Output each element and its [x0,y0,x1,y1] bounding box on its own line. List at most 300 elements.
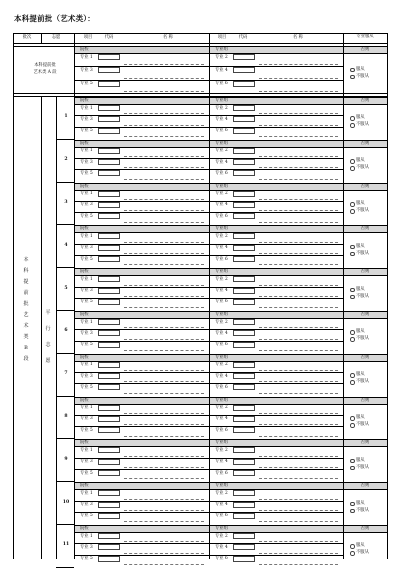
volunteer-2-name-right-2[interactable] [259,167,338,168]
volunteer-4-major-left-3: 专业 5 [80,256,93,262]
volunteer-11-major-left-1: 专业 1 [80,533,93,539]
volunteer-10-code-left-1[interactable] [98,490,120,496]
volunteer-8-radio-no[interactable] [350,423,355,428]
volunteer-7-name-left-1[interactable] [124,370,204,371]
batch-divider [41,96,42,559]
volunteer-10-obey-yes: 服从 [356,500,365,506]
volunteer-9-name-right-3[interactable] [259,478,338,479]
volunteer-6-name-left-3[interactable] [124,350,204,351]
table-right-border [387,33,388,559]
volunteer-2-code-right-2[interactable] [233,159,255,165]
volunteer-7-major-left-2: 专业 3 [80,373,93,379]
middle-divider [209,33,210,559]
volunteer-6-name-right-2[interactable] [259,339,338,340]
art-a-school-label: 院校 [80,47,89,52]
volunteer-9-name-left-1[interactable] [124,456,204,457]
volunteer-5-name-left-1[interactable] [124,285,204,286]
volunteer-1-name-right-1[interactable] [259,113,338,114]
art-a-major-left-3: 专业 5 [80,81,93,87]
art-a-top-rule [74,46,387,47]
volunteer-2-name-left-3[interactable] [124,179,204,180]
art-a-code-right-1[interactable] [233,54,255,60]
volunteer-2-code-left-2[interactable] [98,159,120,165]
volunteer-8-obey-yes: 服从 [356,415,365,421]
volunteer-1-code-right-3[interactable] [233,128,255,134]
volunteer-7-name-right-3[interactable] [259,393,338,394]
volunteer-1-code-left-3[interactable] [98,128,120,134]
volunteer-11-code-right-2[interactable] [233,544,255,550]
volunteer-5-radio-no[interactable] [350,295,355,300]
volunteer-9-major-right-2: 专业 4 [215,459,228,465]
volunteer-2-name-left-2[interactable] [124,167,204,168]
volunteer-3-name-right-2[interactable] [259,210,338,211]
volunteer-10-code-left-2[interactable] [98,502,120,508]
volunteer-7-name-left-3[interactable] [124,393,204,394]
volunteer-11-name-right-2[interactable] [259,553,338,554]
volunteer-11-school-row-left [75,525,209,532]
volunteer-7-code-right-2[interactable] [233,373,255,379]
volunteer-4-major-left-2: 专业 3 [80,245,93,251]
volunteer-1-radio-no[interactable] [350,123,355,128]
volunteer-row-rule [56,524,74,525]
volunteer-11-obey-no: 不服从 [356,550,369,556]
volunteer-8-code-left-2[interactable] [98,416,120,422]
volunteer-9-code-right-3[interactable] [233,470,255,476]
volunteer-6-radio-no[interactable] [350,337,355,342]
volunteer-row-rule [56,396,74,397]
art-a-name-right-3[interactable] [259,91,338,92]
volunteer-7-code-right-3[interactable] [233,384,255,390]
volunteer-9-code-left-1[interactable] [98,447,120,453]
volunteer-8-school-row-right [210,397,343,404]
volunteer-9-group-label: 专业组 [215,440,228,446]
volunteer-9-code-left-3[interactable] [98,470,120,476]
volunteer-11-name-left-1[interactable] [124,541,204,542]
volunteer-8-name-left-3[interactable] [124,436,204,437]
volunteer-7-code-right-1[interactable] [233,362,255,368]
volunteer-row-rule [56,139,74,140]
volunteer-2-code-left-1[interactable] [98,148,120,154]
volunteer-9-obey-no: 不服从 [356,464,369,470]
volunteer-number-7: 7 [64,371,68,377]
volunteer-10-name-left-2[interactable] [124,510,204,511]
volunteer-3-code-right-2[interactable] [233,202,255,208]
volunteer-2-code-right-1[interactable] [233,148,255,154]
volunteer-3-code-left-2[interactable] [98,202,120,208]
volunteer-8-major-right-2: 专业 4 [215,416,228,422]
volunteer-1-major-left-3: 专业 5 [80,128,93,134]
volunteer-4-code-right-2[interactable] [233,245,255,251]
volunteer-2-group-label: 专业组 [215,140,228,146]
volunteer-11-code-left-2[interactable] [98,544,120,550]
volunteer-1-name-right-2[interactable] [259,125,338,126]
volunteer-5-school-row-left [75,268,209,275]
art-a-name-left-1[interactable] [124,64,204,65]
volunteer-4-name-left-2[interactable] [124,253,204,254]
volunteer-5-name-left-2[interactable] [124,296,204,297]
volunteer-9-code-left-2[interactable] [98,459,120,465]
volunteer-10-radio-no[interactable] [350,509,355,514]
volunteer-3-name-right-3[interactable] [259,222,338,223]
volunteer-7-school-rule [74,361,387,362]
volunteer-1-name-left-2[interactable] [124,125,204,126]
volunteer-2-code-right-3[interactable] [233,170,255,176]
volunteer-4-code-left-3[interactable] [98,256,120,262]
volunteer-11-name-left-2[interactable] [124,553,204,554]
volunteer-7-school-label: 院校 [80,354,89,360]
volunteer-8-group-label: 专业组 [215,397,228,403]
header-bottom-rule [13,43,387,44]
volunteer-3-name-left-3[interactable] [124,222,204,223]
art-a-bottom-rule [13,93,387,94]
volunteer-3-radio-yes[interactable] [350,202,355,207]
volunteer-4-radio-yes[interactable] [350,245,355,250]
volunteer-9-major-left-2: 专业 3 [80,459,93,465]
volunteer-7-name-right-1[interactable] [259,370,338,371]
volunteer-7-radio-no[interactable] [350,380,355,385]
volunteer-2-school-row-left [75,140,209,147]
volunteer-5-obey-label: 否则 [360,269,370,275]
volunteer-9-name-left-2[interactable] [124,467,204,468]
volunteer-10-major-right-2: 专业 4 [215,502,228,508]
volunteer-6-school-label: 院校 [80,312,89,317]
volunteer-5-school-row-right [210,268,343,275]
volunteer-11-code-left-1[interactable] [98,533,120,539]
volunteer-8-code-right-1[interactable] [233,405,255,411]
volunteer-4-code-left-1[interactable] [98,233,120,239]
volunteer-7-obey-label: 否则 [360,354,370,360]
volunteer-5-group-label: 专业组 [215,269,228,275]
volunteer-6-code-left-1[interactable] [98,319,120,325]
header-code: 代码 [104,35,114,40]
volunteer-6-school-rule [74,318,387,319]
header-name: 名 称 [163,35,173,40]
art-a-code-right-3[interactable] [233,81,255,87]
form-title: 本科提前批（艺术类）： [14,14,95,23]
volunteer-2-name-right-3[interactable] [259,179,338,180]
volunteer-2-school-rule [74,147,387,148]
volunteer-8-name-left-2[interactable] [124,424,204,425]
volunteer-2-code-left-3[interactable] [98,170,120,176]
volunteer-5-code-right-2[interactable] [233,288,255,294]
volunteer-3-name-right-1[interactable] [259,199,338,200]
header-top-rule [13,33,387,34]
volunteer-10-name-left-1[interactable] [124,499,204,500]
volunteer-row-rule [56,310,74,311]
volunteer-1-code-right-2[interactable] [233,116,255,122]
volunteer-1-school-rule [74,104,387,105]
volunteer-8-name-right-1[interactable] [259,413,338,414]
volunteer-9-name-right-1[interactable] [259,456,338,457]
volunteer-number-5: 5 [64,285,68,291]
volunteer-1-radio-yes[interactable] [350,116,355,121]
volunteer-number-10: 10 [62,499,70,505]
volunteer-9-radio-yes[interactable] [350,459,355,464]
volunteer-6-group-label: 专业组 [215,312,228,317]
volunteer-8-top-rule [74,397,387,398]
art-a-name-left-3[interactable] [124,91,204,92]
volunteer-7-major-right-2: 专业 4 [215,373,228,379]
volunteer-6-name-left-2[interactable] [124,339,204,340]
volunteer-4-major-right-2: 专业 4 [215,245,228,251]
volunteer-2-major-left-1: 专业 1 [80,148,93,154]
volunteer-row-rule [56,267,74,268]
volunteer-5-name-left-3[interactable] [124,307,204,308]
volunteer-8-school-row-left [75,397,209,404]
volunteer-3-code-right-1[interactable] [233,191,255,197]
volunteer-10-code-right-2[interactable] [233,502,255,508]
volunteer-10-major-left-3: 专业 5 [80,513,93,519]
volunteer-4-major-right-3: 专业 6 [215,256,228,262]
volunteer-8-name-left-1[interactable] [124,413,204,414]
volunteer-3-major-right-3: 专业 6 [215,213,228,219]
volunteer-4-obey-yes: 服从 [356,243,365,249]
volunteer-10-obey-label: 否则 [360,483,370,489]
volunteer-10-name-left-3[interactable] [124,521,204,522]
header-name-2: 名 称 [293,35,303,40]
volunteer-3-obey-yes: 服从 [356,201,365,207]
volunteer-3-name-left-2[interactable] [124,210,204,211]
volunteer-7-code-left-1[interactable] [98,362,120,368]
volunteer-2-major-left-2: 专业 3 [80,159,93,165]
volunteer-9-code-right-2[interactable] [233,459,255,465]
art-a-name-right-2[interactable] [259,78,338,79]
volunteer-11-name-right-3[interactable] [259,564,338,565]
art-a-name-right-1[interactable] [259,64,338,65]
volunteer-1-group-label: 专业组 [215,98,228,103]
art-a-radio-no[interactable] [350,75,355,80]
volunteer-divider [56,96,57,559]
volunteer-3-school-row-left [75,183,209,190]
volunteer-9-name-left-3[interactable] [124,478,204,479]
volunteer-10-code-left-3[interactable] [98,513,120,519]
volunteer-5-code-left-1[interactable] [98,276,120,282]
volunteer-11-radio-yes[interactable] [350,544,355,549]
volunteer-6-major-left-1: 专业 1 [80,319,93,325]
volunteer-8-name-right-2[interactable] [259,424,338,425]
volunteer-number-9: 9 [64,456,68,462]
volunteer-6-code-left-2[interactable] [98,330,120,336]
volunteer-6-school-row-left [75,311,209,318]
volunteer-6-code-right-1[interactable] [233,319,255,325]
volunteer-5-code-left-3[interactable] [98,299,120,305]
volunteer-8-name-right-3[interactable] [259,436,338,437]
volunteer-7-name-right-2[interactable] [259,381,338,382]
volunteer-4-name-left-1[interactable] [124,242,204,243]
volunteer-6-obey-yes: 服从 [356,329,365,335]
volunteer-1-code-right-1[interactable] [233,105,255,111]
art-a-name-left-2[interactable] [124,78,204,79]
volunteer-5-obey-no: 不服从 [356,293,369,299]
volunteer-7-major-right-3: 专业 6 [215,384,228,390]
volunteer-3-radio-no[interactable] [350,209,355,214]
volunteer-4-name-right-3[interactable] [259,264,338,265]
volunteer-1-obey-label: 否则 [360,98,370,103]
volunteer-number-11: 11 [62,542,70,548]
volunteer-11-major-right-2: 专业 4 [215,544,228,550]
volunteer-1-code-left-1[interactable] [98,105,120,111]
art-a-obey-label: 否则 [360,47,370,52]
volunteer-11-school-label: 院校 [80,526,89,531]
volunteer-7-school-row-right [210,354,343,361]
volunteer-7-top-rule [74,354,387,355]
volunteer-7-obey-no: 不服从 [356,379,369,385]
art-a-major-right-1: 专业 2 [215,54,228,60]
volunteer-9-obey-yes: 服从 [356,457,365,463]
volunteer-2-school-label: 院校 [80,140,89,146]
volunteer-5-name-right-3[interactable] [259,307,338,308]
header-batch: 批次 [22,35,32,40]
volunteer-11-name-left-3[interactable] [124,564,204,565]
volunteer-10-radio-yes[interactable] [350,502,355,507]
volunteer-5-name-right-1[interactable] [259,285,338,286]
volunteer-8-major-left-3: 专业 5 [80,427,93,433]
volunteer-6-code-right-3[interactable] [233,342,255,348]
volunteer-4-name-right-1[interactable] [259,242,338,243]
volunteer-3-top-rule [74,183,387,184]
volunteer-3-code-left-3[interactable] [98,213,120,219]
volunteer-2-name-left-1[interactable] [124,156,204,157]
art-a-label: 本科提前批 艺术类 A 段 [33,63,57,75]
volunteer-5-top-rule [74,268,387,269]
volunteer-4-radio-no[interactable] [350,252,355,257]
art-a-code-right-2[interactable] [233,67,255,73]
volunteer-11-major-left-3: 专业 5 [80,556,93,562]
volunteer-1-school-label: 院校 [80,98,89,103]
volunteer-8-code-left-1[interactable] [98,405,120,411]
volunteer-3-obey-no: 不服从 [356,208,369,214]
volunteer-4-school-row-left [75,225,209,232]
volunteer-2-name-right-1[interactable] [259,156,338,157]
volunteer-1-name-left-1[interactable] [124,113,204,114]
volunteer-9-school-row-right [210,439,343,446]
volunteer-4-obey-label: 否则 [360,226,370,232]
volunteer-10-major-left-2: 专业 3 [80,502,93,508]
art-a-major-right-2: 专业 4 [215,67,228,73]
volunteer-8-code-right-3[interactable] [233,427,255,433]
volunteer-1-major-right-3: 专业 6 [215,128,228,134]
volunteer-11-radio-no[interactable] [350,551,355,556]
volunteer-7-radio-yes[interactable] [350,373,355,378]
volunteer-6-code-right-2[interactable] [233,330,255,336]
volunteer-8-radio-yes[interactable] [350,416,355,421]
volunteer-3-school-row-right [210,183,343,190]
volunteer-6-name-right-1[interactable] [259,327,338,328]
volunteer-6-radio-yes[interactable] [350,330,355,335]
volunteer-1-major-left-2: 专业 3 [80,116,93,122]
volunteer-6-code-left-3[interactable] [98,342,120,348]
section-divider [74,33,75,559]
volunteer-5-major-left-2: 专业 3 [80,288,93,294]
volunteer-4-school-rule [74,232,387,233]
volunteer-number-2: 2 [64,157,68,163]
volunteer-1-name-right-3[interactable] [259,136,338,137]
volunteer-number-1: 1 [64,114,68,120]
volunteer-9-school-row-left [75,439,209,446]
volunteer-5-code-right-3[interactable] [233,299,255,305]
volunteer-5-name-right-2[interactable] [259,296,338,297]
volunteer-1-obey-no: 不服从 [356,122,369,128]
volunteer-4-code-left-2[interactable] [98,245,120,251]
volunteer-11-school-rule [74,532,387,533]
volunteer-10-name-right-2[interactable] [259,510,338,511]
volunteer-10-name-right-1[interactable] [259,499,338,500]
batch-label: 本科提前批艺术类B段 [23,257,29,362]
table-left-border [13,33,14,559]
volunteer-1-name-left-3[interactable] [124,136,204,137]
volunteer-1-school-row-right [210,97,343,104]
art-a-obey-no: 不服从 [356,73,369,79]
volunteer-6-name-left-1[interactable] [124,327,204,328]
volunteer-8-code-right-2[interactable] [233,416,255,422]
volunteer-3-code-right-3[interactable] [233,213,255,219]
volunteer-2-obey-yes: 服从 [356,158,365,164]
volunteer-9-major-right-3: 专业 6 [215,470,228,476]
art-a-code-left-3[interactable] [98,81,120,87]
volunteer-4-group-label: 专业组 [215,226,228,232]
volunteer-11-major-left-2: 专业 3 [80,544,93,550]
volunteer-8-obey-label: 否则 [360,397,370,403]
volunteer-row-rule [56,438,74,439]
art-a-code-left-1[interactable] [98,54,120,60]
volunteer-6-obey-label: 否则 [360,312,370,317]
volunteer-7-code-left-3[interactable] [98,384,120,390]
volunteer-5-major-right-2: 专业 4 [215,288,228,294]
volunteer-9-obey-label: 否则 [360,440,370,446]
volunteer-11-code-right-1[interactable] [233,533,255,539]
art-a-code-left-2[interactable] [98,67,120,73]
volunteer-4-name-right-2[interactable] [259,253,338,254]
volunteer-4-name-left-3[interactable] [124,264,204,265]
volunteer-10-name-right-3[interactable] [259,521,338,522]
volunteer-5-radio-yes[interactable] [350,288,355,293]
volunteer-4-code-right-3[interactable] [233,256,255,262]
volunteer-10-code-right-1[interactable] [233,490,255,496]
volunteer-8-school-rule [74,404,387,405]
volunteer-7-group-label: 专业组 [215,354,228,360]
volunteer-4-top-rule [74,225,387,226]
volunteer-11-name-right-1[interactable] [259,541,338,542]
volunteer-1-top-rule [74,97,387,98]
volunteer-4-code-right-1[interactable] [233,233,255,239]
volunteer-2-radio-yes[interactable] [350,159,355,164]
art-a-major-left-2: 专业 3 [80,67,93,73]
volunteer-9-code-right-1[interactable] [233,447,255,453]
volunteer-9-radio-no[interactable] [350,466,355,471]
volunteer-3-code-left-1[interactable] [98,191,120,197]
art-a-radio-yes[interactable] [350,68,355,73]
volunteer-10-code-right-3[interactable] [233,513,255,519]
volunteer-9-name-right-2[interactable] [259,467,338,468]
art-a-obey-yes: 服从 [356,66,365,72]
art-a-school-row-left [75,46,209,53]
volunteer-10-major-left-1: 专业 1 [80,490,93,496]
volunteer-5-major-left-1: 专业 1 [80,276,93,282]
volunteer-3-name-left-1[interactable] [124,199,204,200]
volunteer-7-name-left-2[interactable] [124,381,204,382]
volunteer-5-code-left-2[interactable] [98,288,120,294]
volunteer-5-code-right-1[interactable] [233,276,255,282]
volunteer-1-code-left-2[interactable] [98,116,120,122]
volunteer-8-code-left-3[interactable] [98,427,120,433]
volunteer-7-major-left-1: 专业 1 [80,362,93,368]
volunteer-5-school-label: 院校 [80,269,89,275]
volunteer-2-radio-no[interactable] [350,166,355,171]
volunteer-3-major-left-2: 专业 3 [80,202,93,208]
volunteer-7-code-left-2[interactable] [98,373,120,379]
volunteer-2-top-rule [74,140,387,141]
volunteer-6-name-right-3[interactable] [259,350,338,351]
